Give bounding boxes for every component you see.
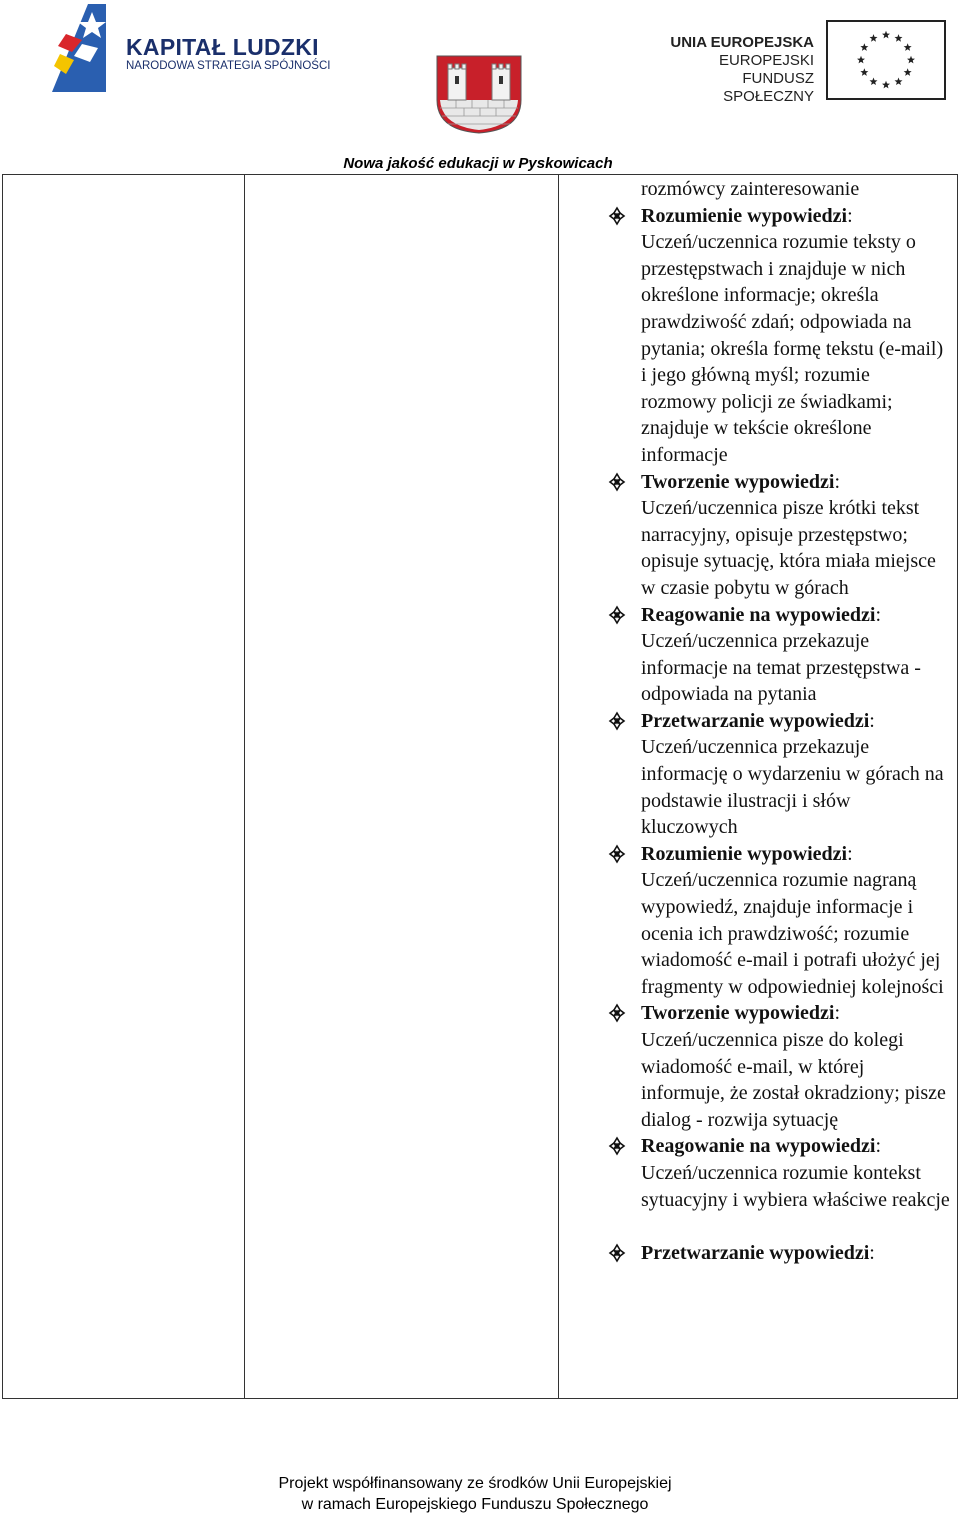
outcome-colon: : bbox=[869, 1241, 875, 1264]
outcome-body: Uczeń/uczennica rozumie kontekst sytuacyjny i wybiera właściwe reakcje bbox=[641, 1161, 950, 1211]
outcome-heading: Tworzenie wypowiedzi bbox=[641, 470, 835, 493]
kapital-ludzki-subtitle: NARODOWA STRATEGIA SPÓJNOŚCI bbox=[126, 60, 331, 72]
diamond-bullet-icon bbox=[607, 203, 627, 229]
outcome-item bbox=[600, 1240, 950, 1267]
outcome-item bbox=[600, 602, 950, 708]
diamond-bullet-icon bbox=[607, 1000, 627, 1026]
outcome-heading: Reagowanie na wypowiedzi bbox=[641, 603, 876, 626]
kapital-ludzki-title: KAPITAŁ LUDZKI bbox=[126, 34, 319, 60]
outcome-heading: Rozumienie wypowiedzi bbox=[641, 842, 848, 865]
outcome-item bbox=[600, 203, 950, 469]
outcome-heading: Przetwarzanie wypowiedzi bbox=[641, 1241, 870, 1264]
ue-logo-text bbox=[650, 34, 814, 106]
outcome-body: Uczeń/uczennica pisze krótki tekst narracyjny, opisuje przestępstwo; opisuje sytuację, która miała miejsce w czasie pobytu w górach bbox=[641, 497, 936, 599]
city-crest-icon bbox=[436, 54, 522, 134]
outcome-list bbox=[600, 203, 950, 1267]
outcome-body: Uczeń/uczennica przekazuje informację o wydarzeniu w górach na podstawie ilustracji i słów kluczowych bbox=[641, 736, 944, 839]
page-footer bbox=[0, 1473, 950, 1515]
ue-line-1: UNIA EUROPEJSKA bbox=[670, 34, 814, 51]
lead-text-content: rozmówcy zainteresowanie bbox=[641, 178, 860, 200]
outcome-item bbox=[600, 708, 950, 841]
diamond-bullet-icon bbox=[607, 602, 627, 628]
diamond-bullet-icon bbox=[607, 841, 627, 867]
ue-line-2: EUROPEJSKI bbox=[718, 52, 814, 69]
outcome-colon: : bbox=[875, 603, 882, 626]
ue-line-3: FUNDUSZ SPOŁECZNY bbox=[723, 70, 814, 105]
lead-text bbox=[600, 176, 950, 203]
outcome-colon: : bbox=[847, 842, 853, 865]
outcome-item bbox=[600, 1000, 950, 1133]
outcome-heading: Reagowanie na wypowiedzi bbox=[641, 1135, 876, 1158]
kapital-ludzki-logo bbox=[52, 4, 331, 94]
kapital-ludzki-emblem-icon bbox=[52, 4, 114, 92]
eu-flag-icon bbox=[826, 20, 946, 100]
diamond-bullet-icon bbox=[607, 1240, 627, 1266]
outcome-heading: Tworzenie wypowiedzi bbox=[641, 1002, 835, 1025]
outcome-colon: : bbox=[834, 470, 841, 493]
diamond-bullet-icon bbox=[607, 1133, 627, 1159]
outcome-item bbox=[600, 469, 950, 602]
footer-line-1: Projekt współfinansowany ze środków Unii Europejskiej bbox=[278, 1475, 672, 1492]
outcome-colon: : bbox=[834, 1002, 841, 1025]
outcome-body: Uczeń/uczennica pisze do kolegi wiadomość e-mail, w której informuje, że został okradziony; pisze dialog - rozwija sytuację bbox=[641, 1029, 946, 1131]
outcome-colon: : bbox=[847, 204, 853, 227]
diamond-bullet-icon bbox=[607, 708, 627, 734]
outcome-body: Uczeń/uczennica przekazuje informacje na temat przestępstwa - odpowiada na pytania bbox=[641, 630, 921, 706]
row-spacer bbox=[600, 1213, 950, 1240]
outcome-heading: Przetwarzanie wypowiedzi bbox=[641, 709, 870, 732]
footer-line-2: w ramach Europejskiego Funduszu Społecznego bbox=[301, 1496, 649, 1513]
table-divider-2 bbox=[558, 174, 559, 1399]
outcome-heading: Rozumienie wypowiedzi bbox=[641, 204, 848, 227]
outcome-colon: : bbox=[875, 1135, 882, 1158]
table-divider-1 bbox=[244, 174, 245, 1399]
table-cell-outcomes bbox=[600, 176, 950, 1266]
outcome-item bbox=[600, 1133, 950, 1213]
diamond-bullet-icon bbox=[607, 469, 627, 495]
outcome-item bbox=[600, 841, 950, 1001]
outcome-body: Uczeń/uczennica rozumie nagraną wypowiedź, znajduje informacje i ocenia ich prawdziwość; rozumie wiadomość e-mail i potrafi ułożyć jej fragmenty w odpowiedniej kolejności bbox=[641, 869, 944, 998]
outcome-body: Uczeń/uczennica rozumie teksty o przestępstwach i znajduje w nich określone informacje; określa prawdziwość zdań; odpowiada na pytania; określa formę tekstu (e-mail) i jego główną myśl; rozumie rozmowy policji ze świadkami; znajduje w tekście określone informacje bbox=[641, 231, 944, 466]
project-caption: Nowa jakość edukacji w Pyskowicach bbox=[343, 155, 613, 172]
outcome-colon: : bbox=[869, 709, 875, 732]
